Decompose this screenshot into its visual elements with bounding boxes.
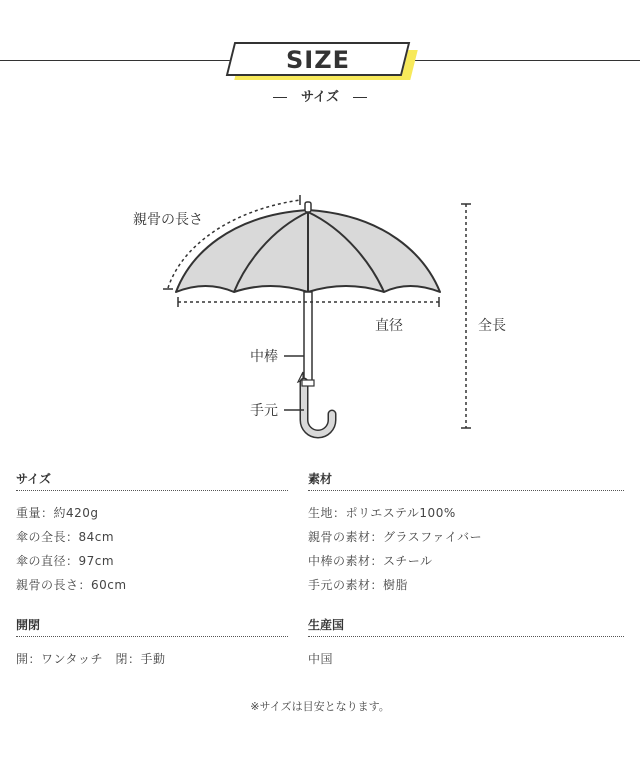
- spec-row: 中国: [308, 652, 334, 666]
- footnote: ※サイズは目安となります。: [250, 700, 390, 713]
- spec-row: 重量：約420g: [16, 506, 99, 520]
- spec-row: 開：ワンタッチ 閉：手動: [16, 652, 166, 666]
- umbrella-tip: [305, 202, 311, 212]
- rib-length-label: 親骨の長さ: [133, 212, 203, 228]
- section-divider: [16, 490, 288, 491]
- section-divider: [308, 490, 624, 491]
- spec-row: 傘の全長：84cm: [16, 530, 115, 544]
- section-size: [16, 470, 288, 491]
- spec-row: 親骨の素材：グラスファイバー: [308, 530, 483, 544]
- spec-row: 手元の素材：樹脂: [308, 578, 409, 592]
- subtitle-text: サイズ: [301, 90, 339, 105]
- shaft-label: 中棒: [250, 349, 278, 365]
- umbrella-handle-collar: [302, 380, 314, 386]
- section-origin: [308, 616, 624, 637]
- section-origin-title: 生産国: [308, 618, 345, 632]
- spec-row: 生地：ポリエステル100%: [308, 506, 456, 520]
- page-title: SIZE: [285, 46, 350, 74]
- umbrella-shaft: [304, 292, 312, 382]
- diameter-label: 直径: [375, 318, 403, 334]
- section-material-title: 素材: [308, 472, 333, 486]
- section-material: [308, 470, 624, 491]
- spec-row: 親骨の長さ：60cm: [16, 578, 127, 592]
- section-size-title: サイズ: [16, 472, 52, 486]
- handle-label: 手元: [250, 403, 278, 419]
- section-opening-title: 開閉: [16, 618, 41, 632]
- section-divider: [16, 636, 288, 637]
- section-opening: [16, 616, 288, 637]
- spec-row: 傘の直径：97cm: [16, 554, 115, 568]
- total-length-label: 全長: [478, 318, 506, 334]
- section-divider: [308, 636, 624, 637]
- spec-row: 中棒の素材：スチール: [308, 554, 433, 568]
